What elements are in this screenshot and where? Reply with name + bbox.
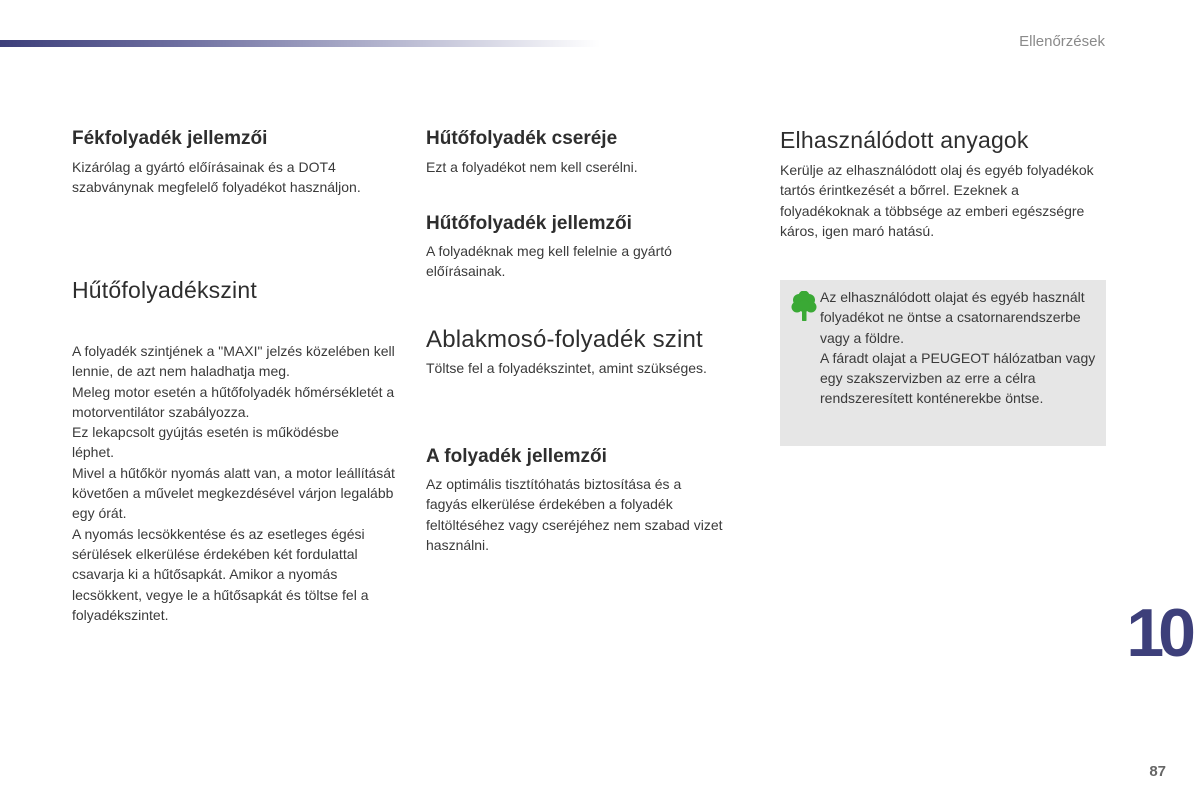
used-materials-heading: Elhasználódott anyagok	[780, 127, 1029, 153]
coolant-change-text: Ezt a folyadékot nem kell cserélni.	[426, 159, 638, 175]
paragraph: A nyomás lecsökkentése és az esetleges égési sérülések elkerülése érdekében két fordulattal csavarja ki a hűtősapkát. Amikor a nyomás lecsökkent, vegye le a hűtősapkát és töltse fel a folyadékszintet.	[72, 525, 369, 623]
washer-fluid-text: Töltse fel a folyadékszintet, amint szükséges.	[426, 360, 707, 376]
washer-fluid-heading: Ablakmosó-folyadék szint	[426, 326, 703, 353]
chapter-title: Ellenőrzések	[1019, 33, 1105, 50]
paragraph: Ez lekapcsolt gyújtás esetén is működésbe léphet.	[72, 424, 339, 461]
brake-fluid-text: Kizárólag a gyártó előírásainak és a DOT4 szabványnak megfelelő folyadékot használjon.	[72, 159, 361, 196]
note-line: A fáradt olajat a PEUGEOT hálózatban vagy egy szakszervizben az erre a célra rendszeresített konténerekbe öntse.	[820, 349, 1096, 407]
fluid-spec-text: Az optimális tisztítóhatás biztosítása és a fagyás elkerülése érdekében a folyadék feltöltéséhez vagy cseréjéhez nem szabad vizet használni.	[426, 476, 723, 553]
paragraph: Mivel a hűtőkör nyomás alatt van, a motor leállítását követően a művelet megkezdésével várjon legalább egy órát.	[72, 464, 395, 522]
page-number: 87	[1149, 763, 1166, 780]
used-materials-text: Kerülje az elhasználódott olaj és egyéb folyadékok tartós érintkezését a bőrrel. Ezeknek a folyadékoknak a többsége az emberi egészségre káros, igen maró hatású.	[780, 162, 1094, 239]
coolant-spec-heading: Hűtőfolyadék jellemzői	[426, 213, 632, 234]
environment-note-box	[780, 280, 1106, 446]
header-gradient-bar	[0, 40, 600, 47]
coolant-level-heading: Hűtőfolyadékszint	[72, 277, 257, 303]
coolant-level-body	[72, 341, 402, 625]
coolant-spec-text: A folyadéknak meg kell felelnie a gyártó előírásainak.	[426, 243, 672, 280]
paragraph: Meleg motor esetén a hűtőfolyadék hőmérsékletét a motorventilátor szabályozza.	[72, 383, 395, 420]
brake-fluid-heading: Fékfolyadék jellemzői	[72, 128, 268, 149]
environment-note-text	[820, 287, 1100, 409]
note-line: Az elhasználódott olajat és egyéb használt folyadékot ne öntse a csatornarendszerbe vagy a földre.	[820, 289, 1085, 346]
tree-icon	[791, 291, 817, 323]
chapter-number: 10	[1126, 595, 1190, 671]
paragraph: A folyadék szintjének a "MAXI" jelzés közelében kell lennie, de azt nem haladhatja meg.	[72, 343, 395, 380]
fluid-spec-heading: A folyadék jellemzői	[426, 446, 607, 467]
coolant-change-heading: Hűtőfolyadék cseréje	[426, 128, 618, 149]
